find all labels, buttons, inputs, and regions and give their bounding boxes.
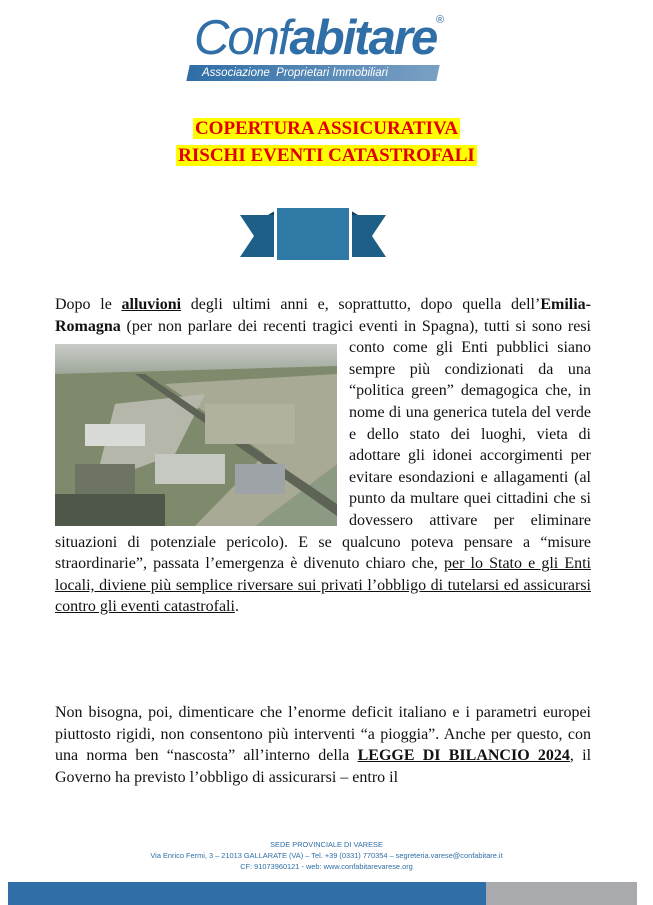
- footer-bar-gray: [486, 882, 637, 905]
- footer-web: CF: 91073960121 - web: www.confabitarevarese.org: [240, 862, 413, 871]
- document-title-line1: COPERTURA ASSICURATIVA: [194, 118, 459, 139]
- logo-wordmark: Confabitare: [194, 11, 437, 65]
- emphasis-emilia-romagna: Emilia-Romagna: [55, 296, 592, 335]
- emphasis-alluvioni: alluvioni: [121, 296, 182, 313]
- confabitare-logo: [188, 12, 450, 84]
- footer-bar-blue: [8, 882, 486, 905]
- paragraph-2: Non bisogna, poi, dimenticare che l’enorme deficit italiano e i parametri europei piuttosto rigidi, non consentono più interventi “a pioggia”. Anche per questo, con una norma ben “nascosta” all’interno della LEGGE DI BILANCIO 2024, il Governo ha previsto l’obbligo di assicurarsi – entro il: [55, 704, 592, 786]
- paragraph-1: Dopo le alluvioni degli ultimi anni e, soprattutto, dopo quella dell’Emilia-Romagna (per non parlare dei recenti tragici eventi in Spagna), tutti si sono resi conto come gli Enti pubblici siano sempre più condizionati da una “politica green” demagogica che, in nome di una generica tutela del verde e dello stato dei luoghi, vieta di adottare gli idonei accorgimenti per evitare esondazioni e allagamenti (al punto da multare quei cittadini che si dovessero attivare per eliminare situazioni di potenziale pericolo). E se qualcuno poteva pensare a “misure straordinarie”, passata l’emergenza è divenuto chiaro che, per lo Stato e gli Enti locali, diviene più semplice riversare sui privati l’obbligo di tutelarsi ed assicurarsi contro gli eventi catastrofali.: [55, 296, 592, 616]
- registered-mark: ®: [436, 14, 445, 26]
- emphasis-legge-bilancio: LEGGE DI BILANCIO 2024: [357, 747, 570, 765]
- logo-tagline: Associazione Proprietari Immobiliari: [202, 67, 388, 79]
- document-title-line2: RISCHI EVENTI CATASTROFALI: [178, 145, 475, 166]
- footer-address: Via Enrico Fermi, 3 – 21013 GALLARATE (VA) – Tel. +39 (0331) 770354 – segreteria.varese@confabitare.it: [150, 851, 503, 860]
- flood-aerial-photo: [55, 344, 337, 526]
- ribbon-banner-icon: [240, 205, 386, 268]
- footer-office: SEDE PROVINCIALE DI VARESE: [270, 840, 383, 849]
- emphasis-obbligo-privati: per lo Stato e gli Enti locali, diviene più semplice riversare sui privati l’obbligo di tutelarsi ed assicurarsi contro gli eventi catastrofali: [55, 555, 591, 616]
